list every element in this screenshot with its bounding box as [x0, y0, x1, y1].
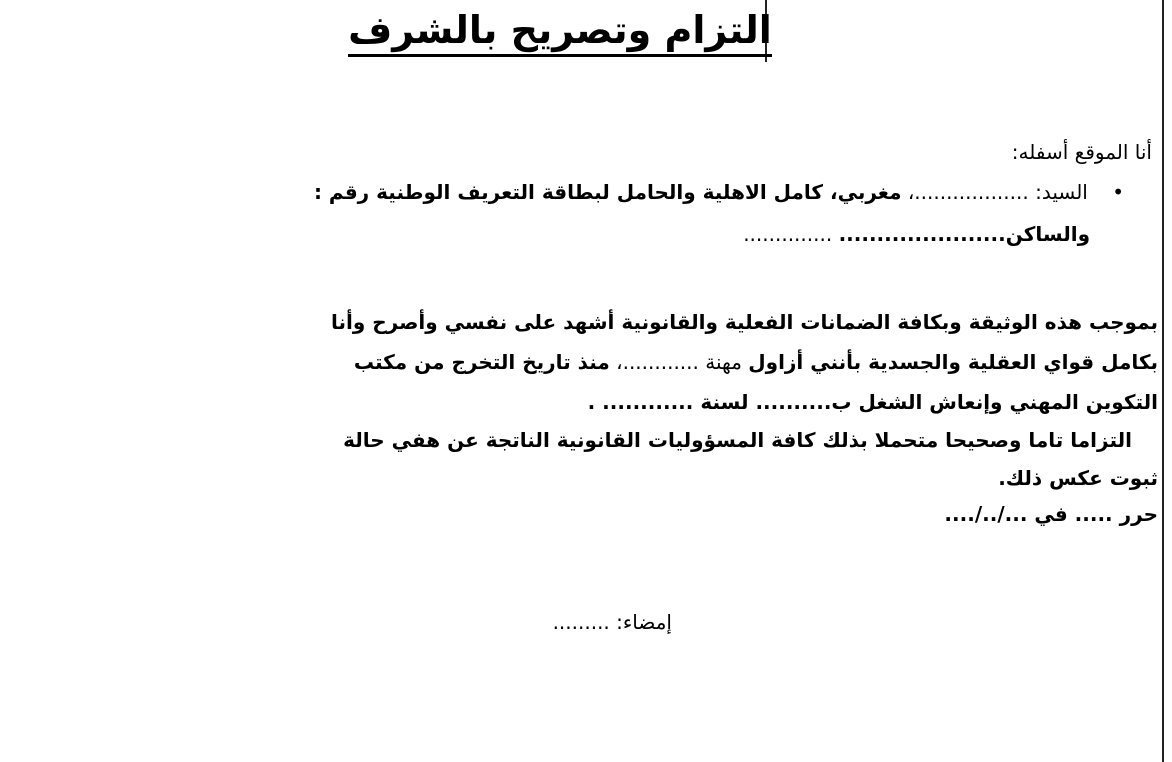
- intro-text: أنا الموقع أسفله:: [1011, 140, 1152, 164]
- bullet-icon: •: [1112, 180, 1124, 204]
- paragraph-line-4: التزاما تاما وصحيحا متحملا بذلك كافة المسؤوليات القانونية الناتجة عن هفي حالة: [343, 428, 1132, 452]
- place-date-line: حرر ..... في .../../....: [944, 502, 1158, 526]
- residence-text: والساكن......................: [838, 222, 1090, 246]
- paragraph-line-2a: بكامل قواي العقلية والجسدية بأنني أزاول: [748, 350, 1158, 374]
- paragraph-line-5: ثبوت عكس ذلك.: [998, 466, 1158, 490]
- signature-line: إمضاء: .........: [552, 610, 672, 634]
- id-blank: ..............: [743, 222, 833, 246]
- document-title: [0, 8, 1120, 52]
- bullet-text: مغربي، كامل الاهلية والحامل لبطاقة التعريف الوطنية رقم :: [313, 180, 902, 204]
- paragraph-line-2: [354, 350, 1158, 374]
- bullet-label: السيد:: [1035, 180, 1088, 204]
- bullet-line-1: [314, 180, 1124, 204]
- title-text: التزام وتصريح بالشرف: [348, 8, 772, 57]
- paragraph-line-3: التكوين المهني وإنعاش الشغل ب.......... لسنة ............ .: [587, 390, 1158, 414]
- name-blank: ..................،: [907, 180, 1029, 204]
- bullet-line-2: [743, 222, 1090, 246]
- paragraph-line-1: بموجب هذه الوثيقة وبكافة الضمانات الفعلية والقانونية أشهد على نفسي وأصرح وأنا: [330, 310, 1158, 334]
- profession-blank: مهنة ............،: [616, 350, 742, 374]
- paragraph-line-2c: منذ تاريخ التخرج من مكتب: [353, 350, 610, 374]
- page-border: [1162, 0, 1164, 762]
